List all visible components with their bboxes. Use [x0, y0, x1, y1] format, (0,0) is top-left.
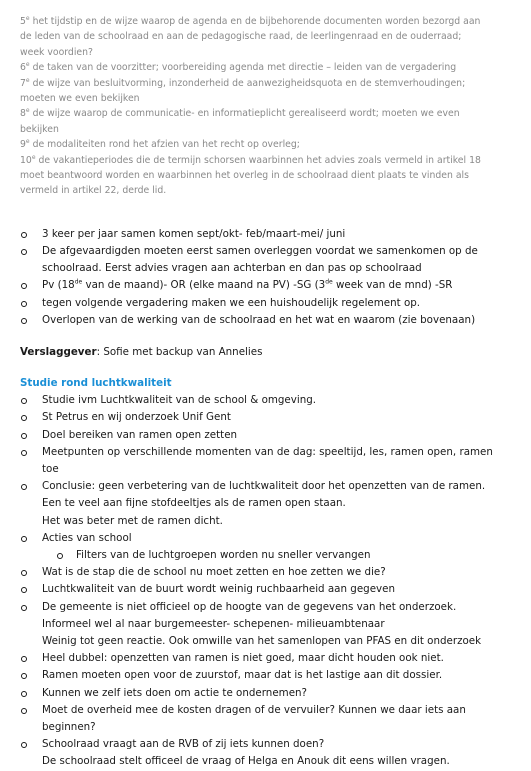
regulation-line: 5e het tijdstip en de wijze waarop de agenda en de bijbehorende documenten worden bezorgd aan [20, 14, 481, 27]
regulation-line: vermeld in artikel 22, derde lid. [20, 185, 167, 197]
air-quality-list [20, 392, 511, 547]
list-item: Acties van school [20, 530, 511, 547]
list-item: Ramen moeten open voor de zuurstof, maar dat is het lastige aan dit dossier. [20, 667, 511, 684]
regulation-line: 8e de wijze waarop de communicatie- en informatieplicht gerealiseerd wordt; moeten we even [20, 107, 460, 120]
regulation-line: 6e de taken van de voorzitter; voorbereiding agenda met directie – leiden van de vergadering [20, 61, 457, 74]
list-item: Meetpunten op verschillende momenten van de dag: speeltijd, les, ramen open, ramen toe [20, 444, 511, 478]
list-item: De gemeente is niet officieel op de hoogte van de gegevens van het onderzoek. Informeel wel al naar burgemeester- schepenen- milieuambtenaar Weinig tot geen reactie. Ook omwille van het samenlopen van PFAS en dit onderzoek [20, 599, 511, 651]
list-item: Moet de overheid mee de kosten dragen of de vervuiler? Kunnen we daar iets aan beginnen? [20, 702, 511, 736]
list-item: De afgevaardigden moeten eerst samen overleggen voordat we samenkomen op de schoolraad. Eerst advies vragen aan achterban en dan pas op schoolraad [20, 243, 511, 277]
list-item: Schoolraad vraagt aan de RVB of zij iets kunnen doen? De schoolraad stelt officeel de vraag of Helga en Anouk dit eens willen vragen. [20, 736, 511, 770]
regulation-line: moet beantwoord worden en waarbinnen het overleg in de schoolraad dient plaats te vinden als [20, 170, 469, 182]
regulation-line: moeten we even bekijken [20, 93, 140, 105]
list-item: tegen volgende vergadering maken we een huishoudelijk regelement op. [20, 295, 511, 312]
list-item: Heel dubbel: openzetten van ramen is niet goed, maar dicht houden ook niet. [20, 650, 511, 667]
section-heading: Studie rond luchtkwaliteit [20, 377, 172, 390]
school-actions-sublist [56, 547, 511, 564]
meeting-arrangements-list [20, 226, 511, 329]
list-item: Overlopen van de werking van de schoolraad en het wat en waarom (zie bovenaan) [20, 312, 511, 329]
list-item: St Petrus en wij onderzoek Unif Gent [20, 409, 511, 426]
regulation-line: 9e de modaliteiten rond het afzien van het recht op overleg; [20, 138, 300, 151]
regulation-line: 10e de vakantieperiodes die de termijn schorsen waarbinnen het advies zoals vermeld in artikel 18 [20, 153, 481, 166]
regulation-line: de leden van de schoolraad en aan de pedagogische raad, de leerlingenraad en de ouderraad; [20, 31, 462, 43]
regulation-line: week voordien? [20, 46, 93, 58]
list-item: Kunnen we zelf iets doen om actie te ondernemen? [20, 685, 511, 702]
list-item: Conclusie: geen verbetering van de luchtkwaliteit door het openzetten van de ramen. Een te veel aan fijne stofdeeltjes als de ramen open staan. Het was beter met de ramen dicht. [20, 478, 511, 530]
regulation-line: 7e de wijze van besluitvorming, inzonderheid de aanwezigheidsquota en de stemverhoudingen; [20, 76, 466, 89]
reporter-label: Verslaggever [20, 346, 97, 359]
regulation-items-block [20, 14, 511, 199]
list-item: Pv (18de van de maand)- OR (elke maand na PV) -SG (3de week van de mnd) -SR [20, 277, 511, 294]
list-item: Filters van de luchtgroepen worden nu sneller vervangen [56, 547, 511, 564]
list-item: Wat is de stap die de school nu moet zetten en hoe zetten we die? [20, 564, 511, 581]
list-item: Studie ivm Luchtkwaliteit van de school & omgeving. [20, 392, 511, 409]
air-quality-list-continued [20, 564, 511, 770]
list-item: 3 keer per jaar samen komen sept/okt- feb/maart-mei/ juni [20, 226, 511, 243]
list-item: Doel bereiken van ramen open zetten [20, 427, 511, 444]
list-item: Luchtkwaliteit van de buurt wordt weinig ruchbaarheid aan gegeven [20, 581, 511, 598]
regulation-line: bekijken [20, 123, 59, 135]
reporter-line: Verslaggever: Sofie met backup van Annelies [20, 346, 263, 359]
